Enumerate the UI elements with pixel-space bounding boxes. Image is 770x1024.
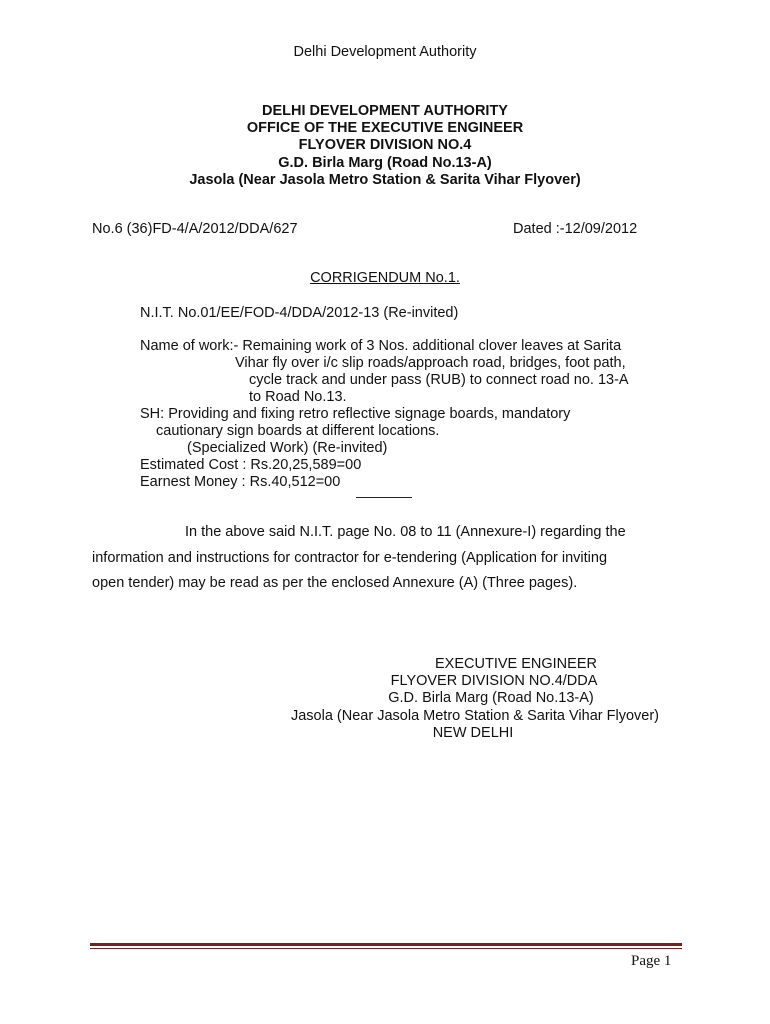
title-line-authority: DELHI DEVELOPMENT AUTHORITY	[262, 103, 508, 119]
title-line-division: FLYOVER DIVISION NO.4	[298, 137, 472, 154]
corrigendum-heading: CORRIGENDUM No.1.	[310, 270, 460, 286]
sh-line2: cautionary sign boards at different locations.	[156, 423, 440, 439]
signature-title: EXECUTIVE ENGINEER	[435, 656, 597, 672]
body-line3: open tender) may be read as per the enclosed Annexure (A) (Three pages).	[92, 575, 578, 591]
title-line-road: G.D. Birla Marg (Road No.13-A)	[278, 154, 492, 171]
signature-road: G.D. Birla Marg (Road No.13-A)	[388, 690, 594, 707]
signature-division: FLYOVER DIVISION NO.4/DDA	[390, 673, 598, 690]
name-of-work-line4: to Road No.13.	[249, 389, 347, 405]
title-line-office: OFFICE OF THE EXECUTIVE ENGINEER	[246, 120, 524, 137]
estimated-cost: Estimated Cost : Rs.20,25,589=00	[140, 457, 362, 473]
running-header: Delhi Development Authority	[293, 44, 477, 60]
page-number: Page 1	[631, 953, 672, 969]
document-title	[0, 103, 770, 189]
signature-location: Jasola (Near Jasola Metro Station & Sarita Vihar Flyover)	[290, 707, 660, 724]
name-of-work-line3: cycle track and under pass (RUB) to connect road no. 13-A	[249, 372, 629, 388]
body-line2: information and instructions for contractor for e-tendering (Application for inviting	[92, 550, 608, 566]
reference-number: No.6 (36)FD-4/A/2012/DDA/627	[92, 221, 298, 237]
body-line1: In the above said N.I.T. page No. 08 to 11 (Annexure-I) regarding the	[185, 524, 626, 540]
separator-line	[356, 497, 412, 498]
sh-line1: SH: Providing and fixing retro reflective signage boards, mandatory	[140, 406, 571, 422]
date: Dated :-12/09/2012	[513, 221, 638, 237]
footer-rule	[90, 943, 682, 946]
footer-rule-thin	[90, 948, 682, 949]
earnest-money: Earnest Money : Rs.40,512=00	[140, 474, 341, 490]
nit-number: N.I.T. No.01/EE/FOD-4/DDA/2012-13 (Re-invited)	[140, 305, 459, 321]
name-of-work-line2: Vihar fly over i/c slip roads/approach road, bridges, foot path,	[235, 355, 626, 371]
signature-block	[0, 656, 770, 742]
title-line-location: Jasola (Near Jasola Metro Station & Sarita Vihar Flyover)	[189, 171, 581, 188]
sh-line3: (Specialized Work) (Re-invited)	[187, 440, 388, 456]
name-of-work-line1: Name of work:- Remaining work of 3 Nos. additional clover leaves at Sarita	[140, 338, 622, 354]
signature-city: NEW DELHI	[432, 724, 514, 741]
